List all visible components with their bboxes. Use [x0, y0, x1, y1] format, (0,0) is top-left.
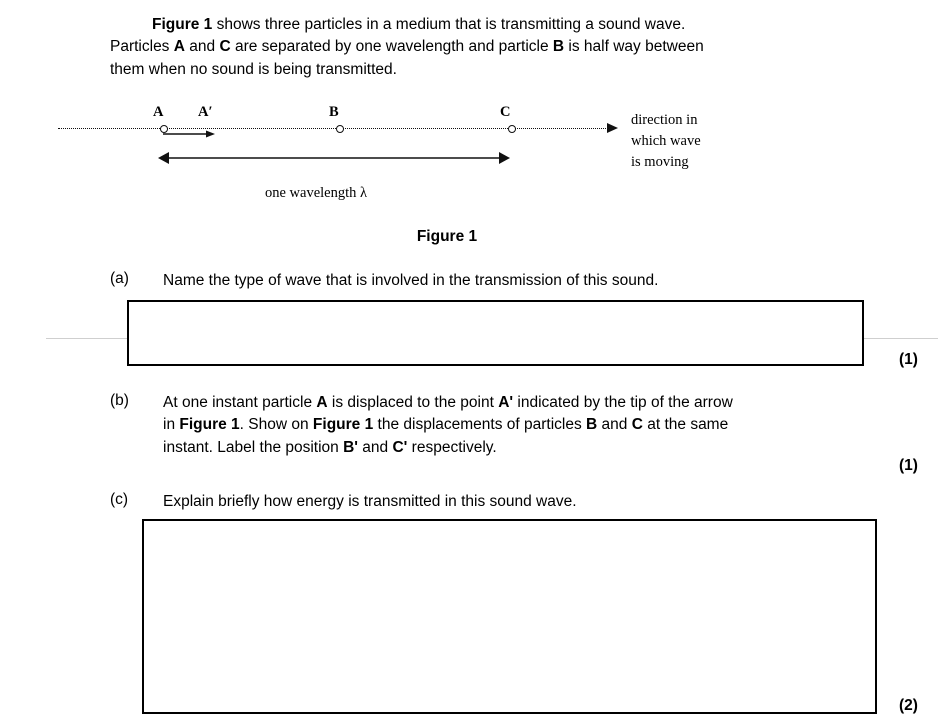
answer-box-c[interactable] — [142, 519, 877, 714]
qb-bold-fig1-b: Figure 1 — [312, 416, 374, 434]
answer-box-a[interactable] — [127, 300, 864, 366]
qb-p10: and — [358, 438, 393, 456]
question-c-text: Explain briefly how energy is transmitted in this sound wave. — [163, 493, 577, 510]
wave-direction-line-3: is moving — [631, 154, 689, 171]
qb-bold-a: A — [316, 394, 328, 411]
figure-caption: Figure 1 — [416, 228, 478, 245]
qb-p8: at the same — [642, 416, 729, 434]
particle-circle-c — [508, 125, 516, 133]
intro-line2-c: and — [184, 38, 220, 56]
intro-line2-a: Particles — [110, 38, 174, 56]
qb-p9: instant. Label the position — [163, 438, 344, 456]
qb-bold-a-prime: A' — [498, 394, 514, 411]
intro-line2-d: are separated by one wavelength and particle — [230, 38, 553, 56]
page-hairline-left — [46, 338, 128, 339]
intro-paragraph — [110, 14, 870, 81]
question-a-text: Name the type of wave that is involved in the transmission of this sound. — [163, 272, 659, 289]
question-b-text — [163, 392, 869, 459]
qb-bold-fig1-a: Figure 1 — [179, 416, 240, 434]
marks-b: (1) — [899, 457, 918, 474]
question-b-letter: (b) — [110, 392, 129, 409]
intro-particle-b: B — [552, 38, 565, 56]
qb-p11: respectively. — [407, 438, 497, 456]
qb-p1: At one instant particle — [163, 394, 317, 411]
wave-direction-arrowhead-icon — [606, 122, 618, 134]
qb-p7: and — [597, 416, 632, 434]
particle-label-a: A — [153, 104, 164, 120]
intro-line2-e: is half way between — [564, 38, 704, 56]
qb-bold-b: B — [586, 416, 598, 434]
wave-direction-line-1: direction in — [631, 112, 698, 128]
particle-label-b: B — [329, 104, 339, 120]
intro-line3: them when no sound is being transmitted. — [110, 60, 397, 78]
marks-a: (1) — [899, 351, 918, 368]
page-hairline-right — [861, 338, 938, 339]
displacement-arrow-a-icon — [163, 129, 215, 139]
marks-c: (2) — [899, 697, 918, 714]
qb-p6: the displacements of particles — [373, 416, 587, 434]
intro-particle-a: A — [173, 38, 185, 56]
intro-line1-rest: shows three particles in a medium that is transmitting a sound wave. — [212, 16, 686, 33]
wavelength-double-arrow-icon — [158, 150, 510, 166]
qb-p2: is displaced to the point — [327, 394, 499, 411]
wavelength-caption: one wavelength λ — [265, 185, 368, 201]
particle-circle-b — [336, 125, 344, 133]
qb-bold-b-prime: B' — [343, 438, 358, 456]
question-a-letter: (a) — [110, 270, 129, 287]
qb-p5: . Show on — [239, 416, 313, 434]
qb-p4: in — [163, 416, 180, 434]
question-c-letter: (c) — [110, 491, 129, 508]
qb-p3: indicated by the tip of the arrow — [513, 394, 733, 411]
intro-figure-ref: Figure 1 — [152, 16, 213, 33]
particle-label-a-prime: A′ — [198, 104, 213, 120]
particle-label-c: C — [500, 104, 511, 120]
wave-direction-caption — [631, 110, 701, 173]
qb-bold-c: C — [631, 416, 643, 434]
intro-particle-c: C — [219, 38, 231, 56]
wave-direction-line-2: which wave — [631, 133, 701, 150]
qb-bold-c-prime: C' — [392, 438, 408, 456]
